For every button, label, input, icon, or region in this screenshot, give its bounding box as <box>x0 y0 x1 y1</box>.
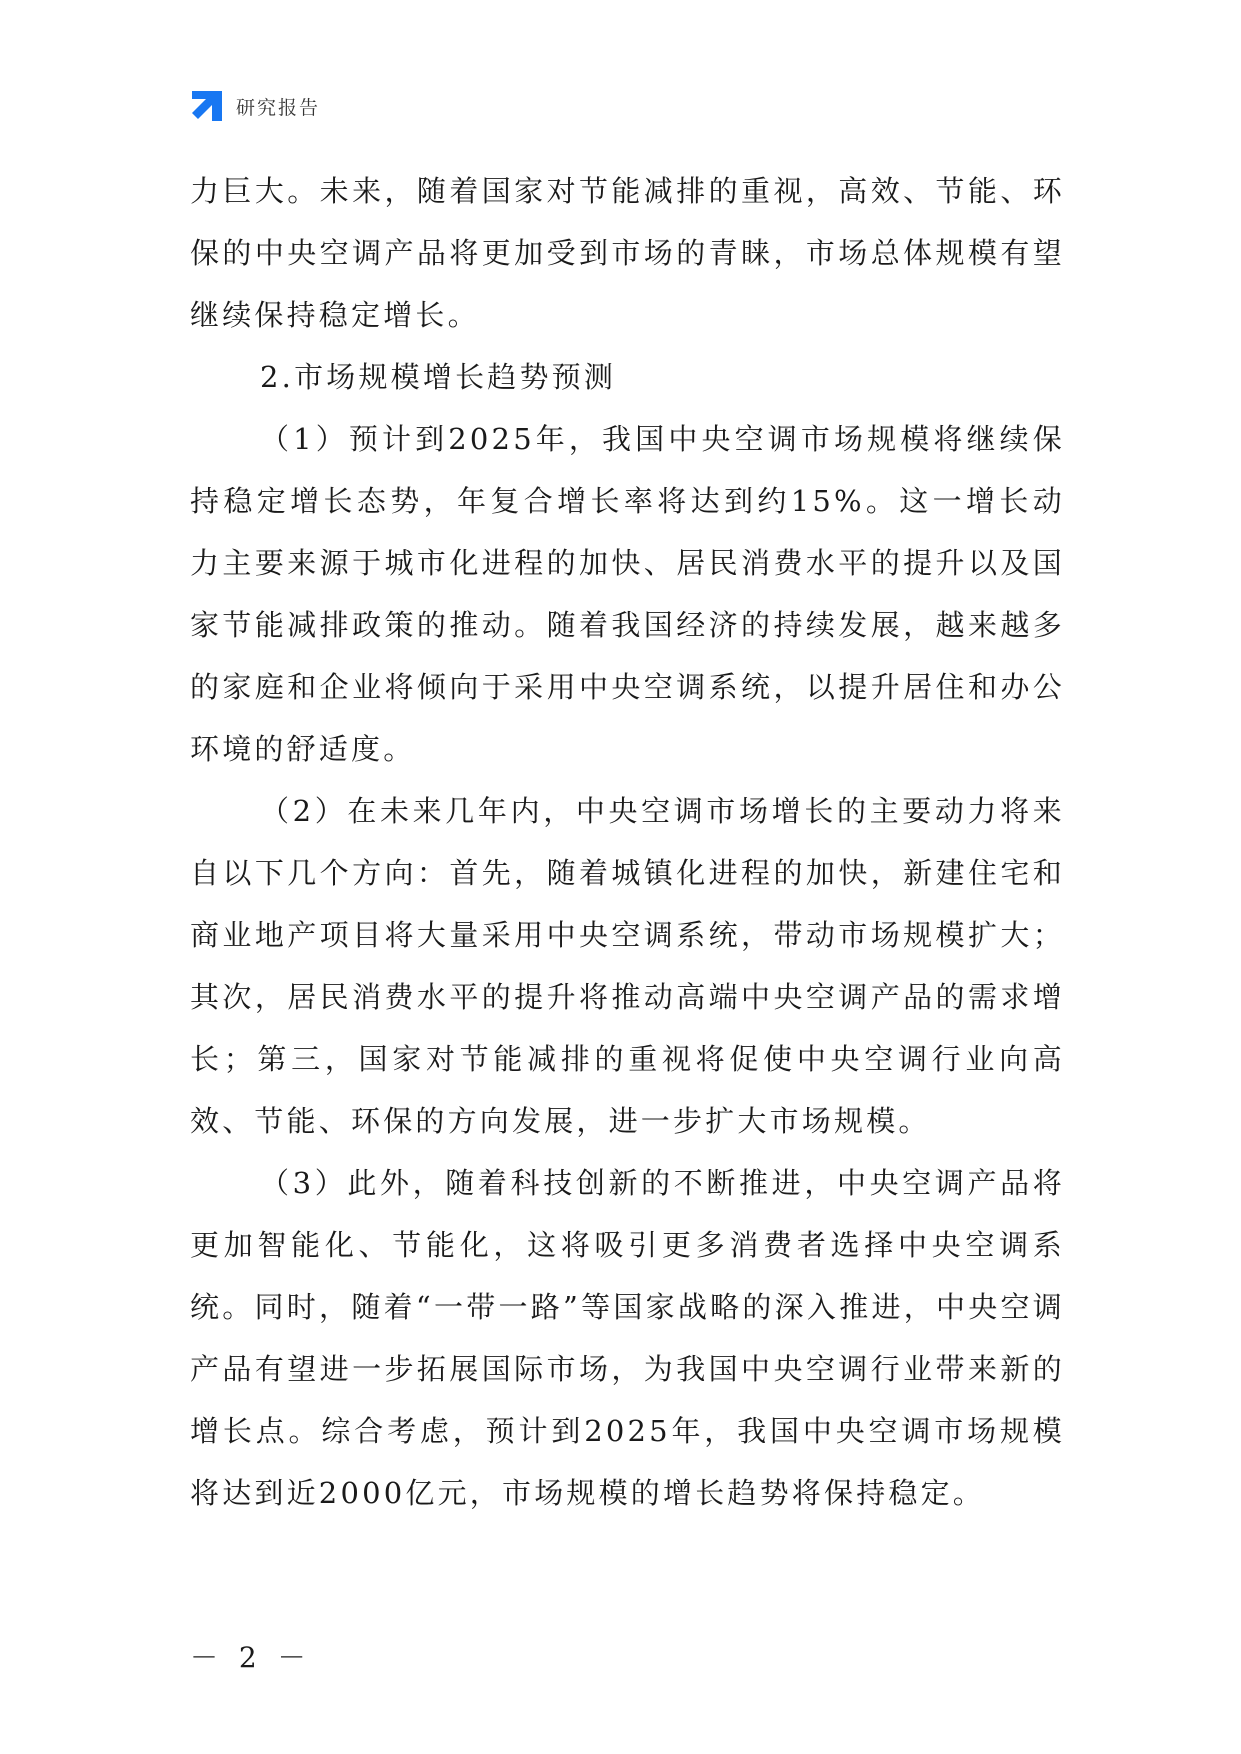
page-number: － 2 － <box>190 1641 312 1674</box>
header-title: 研究报告 <box>236 96 321 119</box>
paragraph-item-2: （2）在未来几年内，中央空调市场增长的主要动力将来自以下几个方向：首先，随着城镇化进程的加快，新建住宅和商业地产项目将大量采用中央空调系统，带动市场规模扩大；其次，居民消费水平的提升将推动高端中央空调产品的需求增长；第三，国家对节能减排的重视将促使中央空调行业向高效、节能、环保的方向发展，进一步扩大市场规模。 <box>190 794 1065 1138</box>
paragraph-item-1: （1）预计到2025年，我国中央空调市场规模将继续保持稳定增长态势，年复合增长率将达到约15%。这一增长动力主要来源于城市化进程的加快、居民消费水平的提升以及国家节能减排政策的推动。随着我国经济的持续发展，越来越多的家庭和企业将倾向于采用中央空调系统，以提升居住和办公环境的舒适度。 <box>190 422 1065 766</box>
brand-arrow-icon <box>190 89 224 123</box>
report-body <box>190 160 1065 1524</box>
page-header <box>190 88 320 124</box>
paragraph-item-3: （3）此外，随着科技创新的不断推进，中央空调产品将更加智能化、节能化，这将吸引更多消费者选择中央空调系统。同时，随着“一带一路”等国家战略的深入推进，中央空调产品有望进一步拓展国际市场，为我国中央空调行业带来新的增长点。综合考虑，预计到2025年，我国中央空调市场规模将达到近2000亿元，市场规模的增长趋势将保持稳定。 <box>190 1166 1065 1510</box>
paragraph-continuation: 力巨大。未来，随着国家对节能减排的重视，高效、节能、环保的中央空调产品将更加受到市场的青睐，市场总体规模有望继续保持稳定增长。 <box>190 174 1065 332</box>
section-heading: 2.市场规模增长趋势预测 <box>260 360 617 394</box>
